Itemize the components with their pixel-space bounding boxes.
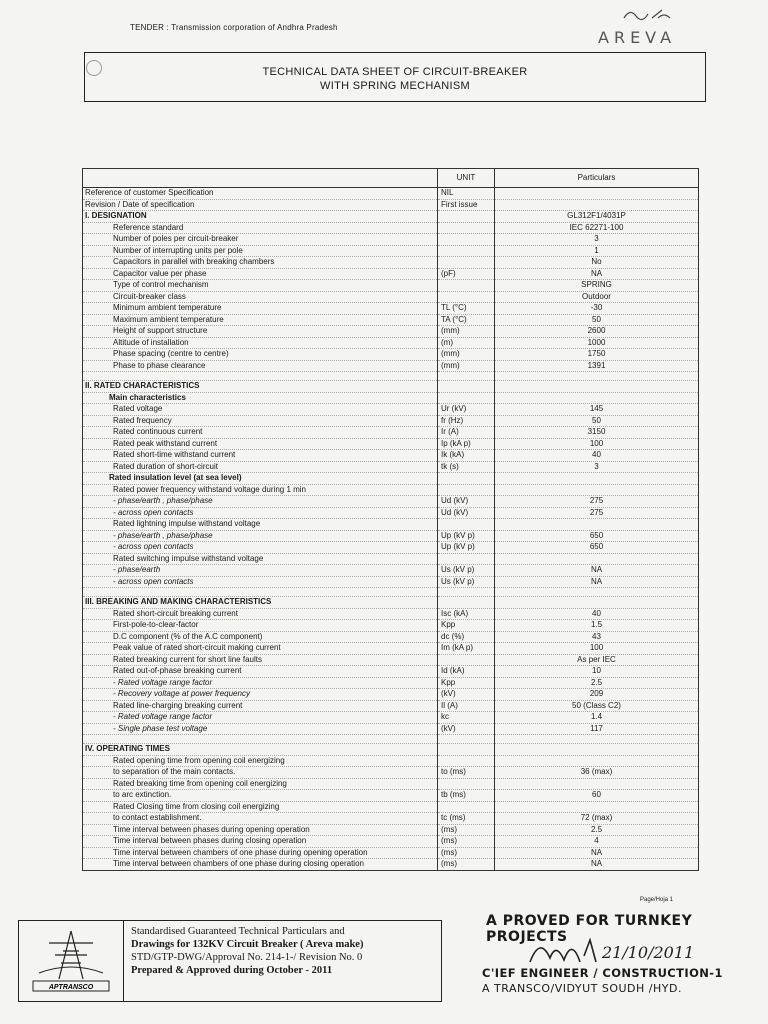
row-unit	[438, 473, 495, 485]
table-row	[83, 222, 699, 234]
row-label: Rated frequency	[83, 415, 438, 427]
row-value: NA	[495, 847, 699, 859]
table-row	[83, 666, 699, 678]
row-unit	[438, 519, 495, 531]
row-value: 100	[495, 643, 699, 655]
row-label: Minimum ambient temperature	[83, 303, 438, 315]
table-row	[83, 677, 699, 689]
row-value: 50	[495, 415, 699, 427]
table-row	[83, 553, 699, 565]
row-unit: tk (s)	[438, 461, 495, 473]
row-value: 50 (Class C2)	[495, 700, 699, 712]
row-label: - Single phase test voltage	[83, 723, 438, 735]
table-row	[83, 801, 699, 813]
row-label: Rated breaking current for short line faults	[83, 654, 438, 666]
row-value: 275	[495, 496, 699, 508]
row-value	[495, 199, 699, 211]
row-label: to contact establishment.	[83, 813, 438, 825]
table-row	[83, 813, 699, 825]
row-value: 1750	[495, 349, 699, 361]
row-unit: kc	[438, 712, 495, 724]
table-row	[83, 496, 699, 508]
table-row	[83, 744, 699, 756]
row-unit: Id (kA)	[438, 666, 495, 678]
row-unit	[438, 222, 495, 234]
transmission-tower-icon	[19, 921, 123, 1001]
row-label: Time interval between phases during closing operation	[83, 836, 438, 848]
row-unit: Kpp	[438, 620, 495, 632]
handwritten-mark-icon	[622, 6, 672, 22]
table-row	[83, 303, 699, 315]
chief-engineer-line: C'IEF ENGINEER / CONSTRUCTION-1	[482, 966, 723, 980]
document-title: TECHNICAL DATA SHEET OF CIRCUIT-BREAKER	[262, 66, 528, 78]
stamp-line-2: Drawings for 132KV Circuit Breaker ( Areva make)	[131, 939, 364, 950]
table-row	[83, 723, 699, 735]
row-label: Capacitor value per phase	[83, 268, 438, 280]
row-label: Rated switching impulse withstand voltage	[83, 553, 438, 565]
title-box	[84, 52, 706, 102]
row-label: Altitude of installation	[83, 337, 438, 349]
row-value: 72 (max)	[495, 813, 699, 825]
table-row	[83, 337, 699, 349]
table-row	[83, 778, 699, 790]
row-label	[83, 372, 438, 381]
row-value: 650	[495, 530, 699, 542]
row-label: Height of support structure	[83, 326, 438, 338]
aptransco-logo	[19, 921, 124, 1001]
row-unit: fr (Hz)	[438, 415, 495, 427]
row-value: As per IEC	[495, 654, 699, 666]
stamp-line-1: Standardised Guaranteed Technical Particulars and	[131, 926, 345, 937]
row-value: 2600	[495, 326, 699, 338]
table-row	[83, 473, 699, 485]
row-label: Phase to phase clearance	[83, 360, 438, 372]
row-unit: tb (ms)	[438, 790, 495, 802]
table-row	[83, 349, 699, 361]
row-unit	[438, 381, 495, 393]
row-unit: Ip (kA p)	[438, 438, 495, 450]
row-label: Number of poles per circuit-breaker	[83, 234, 438, 246]
table-row	[83, 381, 699, 393]
row-label: Rated duration of short-circuit	[83, 461, 438, 473]
table-row	[83, 314, 699, 326]
table-row	[83, 588, 699, 597]
row-label: I. DESIGNATION	[83, 211, 438, 223]
row-unit: TL (°C)	[438, 303, 495, 315]
row-value: Outdoor	[495, 291, 699, 303]
table-row	[83, 280, 699, 292]
row-value	[495, 778, 699, 790]
row-value: 60	[495, 790, 699, 802]
row-label: Type of control mechanism	[83, 280, 438, 292]
table-row	[83, 372, 699, 381]
row-value: 145	[495, 404, 699, 416]
row-unit: (ms)	[438, 847, 495, 859]
tender-line: TENDER : Transmission corporation of Andhra Pradesh	[130, 23, 338, 32]
row-label: Circuit-breaker class	[83, 291, 438, 303]
logo-label: APTRANSCO	[48, 984, 94, 991]
row-unit	[438, 392, 495, 404]
table-row	[83, 631, 699, 643]
row-label: IV. OPERATING TIMES	[83, 744, 438, 756]
row-value: SPRING	[495, 280, 699, 292]
row-label: Reference of customer Specification	[83, 188, 438, 200]
row-unit	[438, 257, 495, 269]
table-row	[83, 767, 699, 779]
table-row	[83, 700, 699, 712]
header-cell-label	[83, 169, 438, 188]
row-unit: First issue	[438, 199, 495, 211]
punch-hole-icon	[86, 60, 102, 76]
row-value: GL312F1/4031P	[495, 211, 699, 223]
row-value: 40	[495, 450, 699, 462]
header-cell-particulars: Particulars	[495, 169, 699, 188]
row-unit: Up (kV p)	[438, 530, 495, 542]
row-unit: dc (%)	[438, 631, 495, 643]
row-value: 1.5	[495, 620, 699, 632]
row-unit	[438, 801, 495, 813]
row-value: -30	[495, 303, 699, 315]
table-row	[83, 188, 699, 200]
row-value: 117	[495, 723, 699, 735]
row-label: Rated out-of-phase breaking current	[83, 666, 438, 678]
row-unit	[438, 245, 495, 257]
row-value: 3150	[495, 427, 699, 439]
row-value	[495, 744, 699, 756]
table-row	[83, 257, 699, 269]
table-row	[83, 530, 699, 542]
row-value: NA	[495, 268, 699, 280]
stamp-line-4: Prepared & Approved during October - 2011	[131, 965, 333, 976]
row-unit	[438, 211, 495, 223]
row-unit: (ms)	[438, 836, 495, 848]
row-label	[83, 735, 438, 744]
table-row	[83, 234, 699, 246]
signature-date: 21/10/2011	[602, 943, 695, 962]
row-value	[495, 484, 699, 496]
table-row	[83, 597, 699, 609]
row-unit: Ud (kV)	[438, 496, 495, 508]
row-unit: Ud (kV)	[438, 507, 495, 519]
row-label: Reference standard	[83, 222, 438, 234]
row-value	[495, 801, 699, 813]
approval-stamp	[18, 920, 442, 1002]
row-value: 1	[495, 245, 699, 257]
table-row	[83, 326, 699, 338]
table-row	[83, 542, 699, 554]
row-value: 40	[495, 608, 699, 620]
row-label: Rated lightning impulse withstand voltage	[83, 519, 438, 531]
row-unit	[438, 372, 495, 381]
row-value: 209	[495, 689, 699, 701]
row-unit: Ik (kA)	[438, 450, 495, 462]
row-label: Rated peak withstand current	[83, 438, 438, 450]
table-row	[83, 450, 699, 462]
table-row	[83, 415, 699, 427]
row-label: Rated insulation level (at sea level)	[83, 473, 438, 485]
row-unit: Im (kA p)	[438, 643, 495, 655]
row-label: - across open contacts	[83, 576, 438, 588]
row-unit: (pF)	[438, 268, 495, 280]
header-cell-unit: UNIT	[438, 169, 495, 188]
table-row	[83, 507, 699, 519]
row-unit: (mm)	[438, 360, 495, 372]
table-row	[83, 847, 699, 859]
table-row	[83, 859, 699, 871]
stamp-line-3: STD/GTP-DWG/Approval No. 214-1-/ Revision No. 0	[131, 952, 363, 963]
table-row	[83, 735, 699, 744]
row-unit: TA (°C)	[438, 314, 495, 326]
row-unit: Up (kV p)	[438, 542, 495, 554]
table-row	[83, 291, 699, 303]
row-unit	[438, 778, 495, 790]
row-label: Peak value of rated short-circuit making current	[83, 643, 438, 655]
row-unit: Ir (A)	[438, 427, 495, 439]
row-label: - phase/earth	[83, 565, 438, 577]
row-label: Rated short-circuit breaking current	[83, 608, 438, 620]
row-value: 1391	[495, 360, 699, 372]
table-row	[83, 199, 699, 211]
row-label: D.C component (% of the A.C component)	[83, 631, 438, 643]
row-unit: (ms)	[438, 859, 495, 871]
row-unit: Us (kV p)	[438, 576, 495, 588]
row-unit	[438, 735, 495, 744]
row-unit: Ur (kV)	[438, 404, 495, 416]
row-label: - Rated voltage range factor	[83, 677, 438, 689]
row-label: Main characteristics	[83, 392, 438, 404]
row-unit	[438, 234, 495, 246]
row-label: - phase/earth , phase/phase	[83, 496, 438, 508]
row-label: Time interval between chambers of one phase during closing operation	[83, 859, 438, 871]
row-value	[495, 755, 699, 767]
row-unit	[438, 744, 495, 756]
row-label: Rated breaking time from opening coil energizing	[83, 778, 438, 790]
table-row	[83, 620, 699, 632]
row-label: Rated continuous current	[83, 427, 438, 439]
table-row	[83, 461, 699, 473]
row-value: NA	[495, 576, 699, 588]
row-label: II. RATED CHARACTERISTICS	[83, 381, 438, 393]
row-unit	[438, 484, 495, 496]
row-label: - across open contacts	[83, 507, 438, 519]
row-value	[495, 381, 699, 393]
table-row	[83, 689, 699, 701]
table-row	[83, 712, 699, 724]
row-unit: tc (ms)	[438, 813, 495, 825]
row-label: Number of interrupting units per pole	[83, 245, 438, 257]
row-value	[495, 519, 699, 531]
row-label: Rated Closing time from closing coil energizing	[83, 801, 438, 813]
table-row	[83, 519, 699, 531]
row-unit	[438, 597, 495, 609]
row-value: 3	[495, 234, 699, 246]
row-label: Rated short-time withstand current	[83, 450, 438, 462]
row-unit: Kpp	[438, 677, 495, 689]
table-header-row	[83, 169, 699, 188]
row-unit	[438, 755, 495, 767]
row-label: - phase/earth , phase/phase	[83, 530, 438, 542]
table-row	[83, 268, 699, 280]
table-row	[83, 484, 699, 496]
table-row	[83, 245, 699, 257]
row-unit: (ms)	[438, 824, 495, 836]
row-value: NA	[495, 565, 699, 577]
row-label: Rated opening time from opening coil energizing	[83, 755, 438, 767]
row-value	[495, 188, 699, 200]
row-value: 4	[495, 836, 699, 848]
row-label: - Rated voltage range factor	[83, 712, 438, 724]
row-value: 50	[495, 314, 699, 326]
document-subtitle: WITH SPRING MECHANISM	[320, 80, 470, 92]
row-label: Phase spacing (centre to centre)	[83, 349, 438, 361]
row-label: Rated power frequency withstand voltage during 1 min	[83, 484, 438, 496]
row-label: III. BREAKING AND MAKING CHARACTERISTICS	[83, 597, 438, 609]
row-unit: Us (kV p)	[438, 565, 495, 577]
row-value	[495, 473, 699, 485]
row-value: 1.4	[495, 712, 699, 724]
table-row	[83, 392, 699, 404]
row-value: NA	[495, 859, 699, 871]
row-unit: Isc (kA)	[438, 608, 495, 620]
row-value: 275	[495, 507, 699, 519]
row-value	[495, 372, 699, 381]
row-unit: (kV)	[438, 723, 495, 735]
table-row	[83, 755, 699, 767]
row-value: 10	[495, 666, 699, 678]
row-value: No	[495, 257, 699, 269]
row-unit	[438, 280, 495, 292]
row-label: Time interval between phases during opening operation	[83, 824, 438, 836]
row-value	[495, 553, 699, 565]
row-unit	[438, 588, 495, 597]
row-unit: Il (A)	[438, 700, 495, 712]
row-unit	[438, 553, 495, 565]
page-number: Page/Hoja 1	[640, 897, 674, 903]
row-value: 650	[495, 542, 699, 554]
table-row	[83, 565, 699, 577]
row-value	[495, 597, 699, 609]
table-row	[83, 608, 699, 620]
areva-logo-text: AREVA	[598, 28, 677, 47]
row-unit: (kV)	[438, 689, 495, 701]
row-value: 1000	[495, 337, 699, 349]
row-label: First-pole-to-clear-factor	[83, 620, 438, 632]
approved-stamp-text: A PROVED FOR TURNKEY PROJECTS	[486, 913, 693, 945]
row-value: 100	[495, 438, 699, 450]
table-row	[83, 836, 699, 848]
table-row	[83, 643, 699, 655]
table-row	[83, 211, 699, 223]
row-label: Revision / Date of specification	[83, 199, 438, 211]
table-row	[83, 438, 699, 450]
row-unit: (m)	[438, 337, 495, 349]
row-label: Time interval between chambers of one phase during opening operation	[83, 847, 438, 859]
row-label: to separation of the main contacts.	[83, 767, 438, 779]
row-value: IEC 62271-100	[495, 222, 699, 234]
row-label: - Recovery voltage at power frequency	[83, 689, 438, 701]
table-row	[83, 654, 699, 666]
data-table	[82, 168, 699, 871]
row-value: 36 (max)	[495, 767, 699, 779]
table-row	[83, 824, 699, 836]
row-label: - across open contacts	[83, 542, 438, 554]
row-unit: to (ms)	[438, 767, 495, 779]
row-unit: (mm)	[438, 349, 495, 361]
row-value	[495, 392, 699, 404]
table-row	[83, 360, 699, 372]
address-line: A TRANSCO/VIDYUT SOUDH /HYD.	[482, 982, 682, 995]
row-value	[495, 735, 699, 744]
row-value: 43	[495, 631, 699, 643]
row-value: 2.5	[495, 677, 699, 689]
row-label	[83, 588, 438, 597]
table-row	[83, 576, 699, 588]
row-label: Rated voltage	[83, 404, 438, 416]
row-unit	[438, 291, 495, 303]
row-unit: (mm)	[438, 326, 495, 338]
row-unit	[438, 654, 495, 666]
table-row	[83, 404, 699, 416]
row-value: 3	[495, 461, 699, 473]
table-row	[83, 790, 699, 802]
row-unit: NIL	[438, 188, 495, 200]
row-value: 2.5	[495, 824, 699, 836]
row-label: Maximum ambient temperature	[83, 314, 438, 326]
table-row	[83, 427, 699, 439]
row-value	[495, 588, 699, 597]
row-label: Capacitors in parallel with breaking chambers	[83, 257, 438, 269]
row-label: Rated line-charging breaking current	[83, 700, 438, 712]
row-label: to arc extinction.	[83, 790, 438, 802]
